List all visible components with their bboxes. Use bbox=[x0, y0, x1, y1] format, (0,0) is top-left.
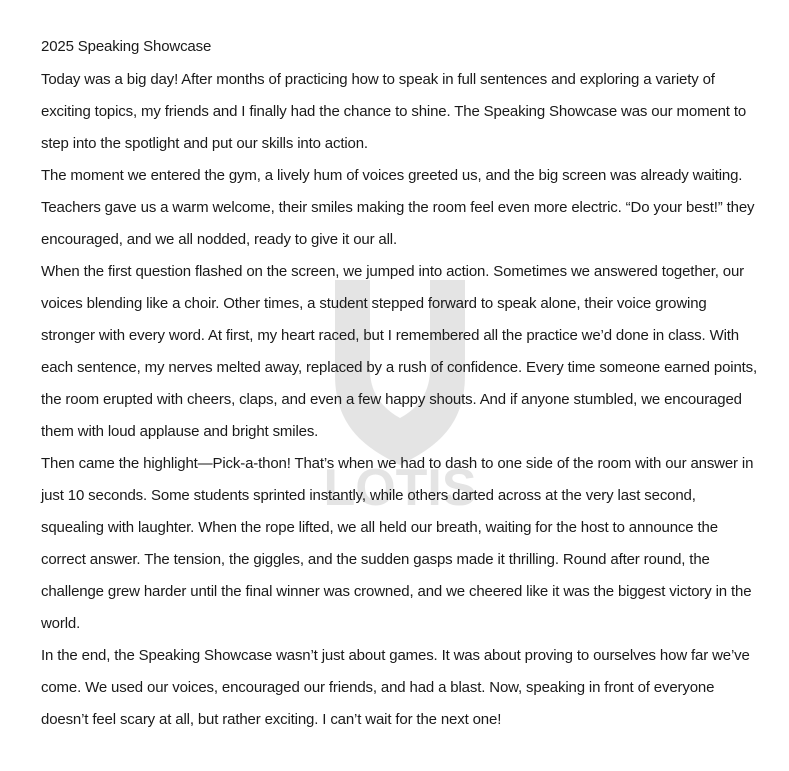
watermark-text: LOTIS bbox=[323, 459, 477, 510]
paragraph-4: Then came the highlight—Pick-a-thon! That’s when we had to dash to one side of the room with our answer in just 10 seconds. Some students sprinted instantly, while others darted across at the very last second, squealing with laughter. When the rope lifted, we all held our breath, waiting for the host to announce the correct answer. The tension, the giggles, and the sudden gasps made it thrilling. Round after round, the challenge grew harder until the final winner was crowned, and we cheered like it was the biggest victory in the world. bbox=[41, 455, 754, 632]
document-body bbox=[41, 36, 761, 736]
paragraph-3: When the first question flashed on the screen, we jumped into action. Sometimes we answered together, our voices blending like a choir. Other times, a student stepped forward to speak alone, their voice growing stronger with every word. At first, my heart raced, but I remembered all the practice we’d done in class. With each sentence, my nerves melted away, replaced by a rush of confidence. Every time someone earned points, the room erupted with cheers, claps, and even a few happy shouts. And if anyone stumbled, we encouraged them with loud applause and bright smiles. bbox=[41, 263, 758, 440]
paragraph-1: Today was a big day! After months of practicing how to speak in full sentences and exploring a variety of exciting topics, my friends and I finally had the chance to shine. The Speaking Showcase was our moment to step into the spotlight and put our skills into action. bbox=[41, 71, 747, 152]
paragraph-2: The moment we entered the gym, a lively hum of voices greeted us, and the big screen was already waiting. Teachers gave us a warm welcome, their smiles making the room feel even more electric. “Do your best!” they encouraged, and we all nodded, ready to give it our all. bbox=[41, 167, 755, 248]
document-title: 2025 Speaking Showcase bbox=[41, 38, 212, 55]
paragraph-5: In the end, the Speaking Showcase wasn’t just about games. It was about proving to ourselves how far we’ve come. We used our voices, encouraged our friends, and had a blast. Now, speaking in front of everyone doesn’t feel scary at all, but rather exciting. I can’t wait for the next one! bbox=[41, 647, 750, 728]
